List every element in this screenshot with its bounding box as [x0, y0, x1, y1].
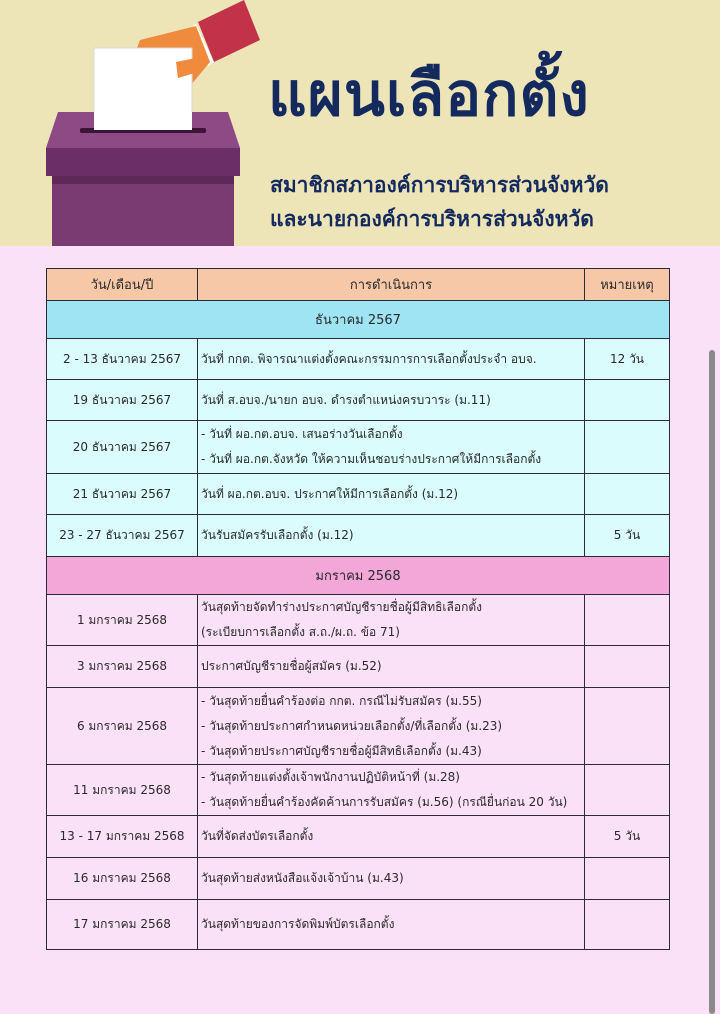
table-row [47, 421, 670, 474]
page-title: แผนเลือกตั้ง [268, 60, 590, 130]
action-line: วันสุดท้ายของการจัดพิมพ์บัตรเลือกตั้ง [201, 917, 395, 931]
action-line: วันที่จัดส่งบัตรเลือกตั้ง [201, 829, 314, 843]
action-line: ประกาศบัญชีรายชื่อผู้สมัคร (ม.52) [201, 659, 382, 673]
action-line: - วันสุดท้ายประกาศบัญชีรายชื่อผู้มีสิทธิเลือกตั้ง (ม.43) [201, 743, 482, 758]
row-date: 2 - 13 ธันวาคม 2567 [47, 339, 198, 380]
header-banner [0, 0, 720, 246]
table-row [47, 900, 670, 950]
column-header-action: การดำเนินการ [198, 269, 585, 301]
page-subtitle [270, 168, 715, 236]
table-row [47, 474, 670, 515]
row-note [585, 474, 670, 515]
column-header-date: วัน/เดือน/ปี [47, 269, 198, 301]
row-date: 3 มกราคม 2568 [47, 646, 198, 688]
subtitle-line-1: สมาชิกสภาองค์การบริหารส่วนจังหวัด [270, 173, 609, 197]
row-date: 19 ธันวาคม 2567 [47, 380, 198, 421]
row-date: 6 มกราคม 2568 [47, 688, 198, 765]
row-action [198, 900, 585, 950]
action-line: - วันสุดท้ายยื่นคำร้องคัดค้านการรับสมัคร (ม.56) (กรณียื่นก่อน 20 วัน) [201, 795, 568, 809]
row-note [585, 765, 670, 816]
row-note [585, 900, 670, 950]
row-action [198, 765, 585, 816]
column-header-note: หมายเหตุ [585, 269, 670, 301]
table-row [47, 339, 670, 380]
month-label: ธันวาคม 2567 [47, 301, 670, 339]
election-schedule-table [46, 268, 670, 950]
row-action [198, 646, 585, 688]
row-note [585, 421, 670, 474]
row-date: 13 - 17 มกราคม 2568 [47, 816, 198, 858]
subtitle-line-2: และนายกองค์การบริหารส่วนจังหวัด [270, 207, 594, 231]
row-note [585, 380, 670, 421]
row-action [198, 595, 585, 646]
row-date: 20 ธันวาคม 2567 [47, 421, 198, 474]
action-line: (ระเบียบการเลือกตั้ง ส.ถ./ผ.ถ. ข้อ 71) [201, 625, 400, 639]
row-note: 5 วัน [585, 515, 670, 557]
row-action [198, 380, 585, 421]
row-note: 12 วัน [585, 339, 670, 380]
table-row [47, 688, 670, 765]
table-row [47, 380, 670, 421]
row-date: 17 มกราคม 2568 [47, 900, 198, 950]
row-action [198, 339, 585, 380]
row-note [585, 595, 670, 646]
row-action [198, 816, 585, 858]
row-note [585, 858, 670, 900]
row-note [585, 688, 670, 765]
action-line: วันที่ กกต. พิจารณาแต่งตั้งคณะกรรมการการเลือกตั้งประจำ อบจ. [201, 351, 537, 366]
action-line: - วันสุดท้ายประกาศกำหนดหน่วยเลือกตั้ง/ที่เลือกตั้ง (ม.23) [201, 718, 503, 733]
action-line: วันสุดท้ายส่งหนังสือแจ้งเจ้าบ้าน (ม.43) [201, 871, 404, 885]
table-row [47, 765, 670, 816]
table-row [47, 646, 670, 688]
action-line: วันสุดท้ายจัดทำร่างประกาศบัญชีรายชื่อผู้มีสิทธิเลือกตั้ง [201, 600, 483, 614]
ballot-box-icon [0, 0, 260, 246]
row-action [198, 688, 585, 765]
action-line: - วันสุดท้ายแต่งตั้งเจ้าพนักงานปฏิบัติหน้าที่ (ม.28) [201, 770, 460, 784]
row-note [585, 646, 670, 688]
action-line: - วันสุดท้ายยื่นคำร้องต่อ กกต. กรณีไม่รับสมัคร (ม.55) [201, 693, 482, 708]
action-line: วันรับสมัครรับเลือกตั้ง (ม.12) [201, 528, 354, 542]
action-line: - วันที่ ผอ.กต.จังหวัด ให้ความเห็นชอบร่างประกาศให้มีการเลือกตั้ง [201, 452, 542, 466]
row-date: 16 มกราคม 2568 [47, 858, 198, 900]
row-date: 23 - 27 ธันวาคม 2567 [47, 515, 198, 557]
action-line: วันที่ ส.อบจ./นายก อบจ. ดำรงตำแหน่งครบวาระ (ม.11) [201, 392, 491, 407]
row-note: 5 วัน [585, 816, 670, 858]
month-row-december [47, 301, 670, 339]
table-row [47, 816, 670, 858]
action-line: - วันที่ ผอ.กต.อบจ. เสนอร่างวันเลือกตั้ง [201, 427, 403, 441]
action-line: วันที่ ผอ.กต.อบจ. ประกาศให้มีการเลือกตั้ง (ม.12) [201, 486, 459, 501]
month-label: มกราคม 2568 [47, 557, 670, 595]
vertical-scrollbar[interactable] [709, 350, 715, 1014]
row-action [198, 858, 585, 900]
table-row [47, 595, 670, 646]
month-row-january [47, 557, 670, 595]
row-action [198, 474, 585, 515]
row-date: 11 มกราคม 2568 [47, 765, 198, 816]
row-date: 1 มกราคม 2568 [47, 595, 198, 646]
table-row [47, 515, 670, 557]
row-action [198, 515, 585, 557]
table-header-row [47, 269, 670, 301]
table-row [47, 858, 670, 900]
row-action [198, 421, 585, 474]
row-date: 21 ธันวาคม 2567 [47, 474, 198, 515]
